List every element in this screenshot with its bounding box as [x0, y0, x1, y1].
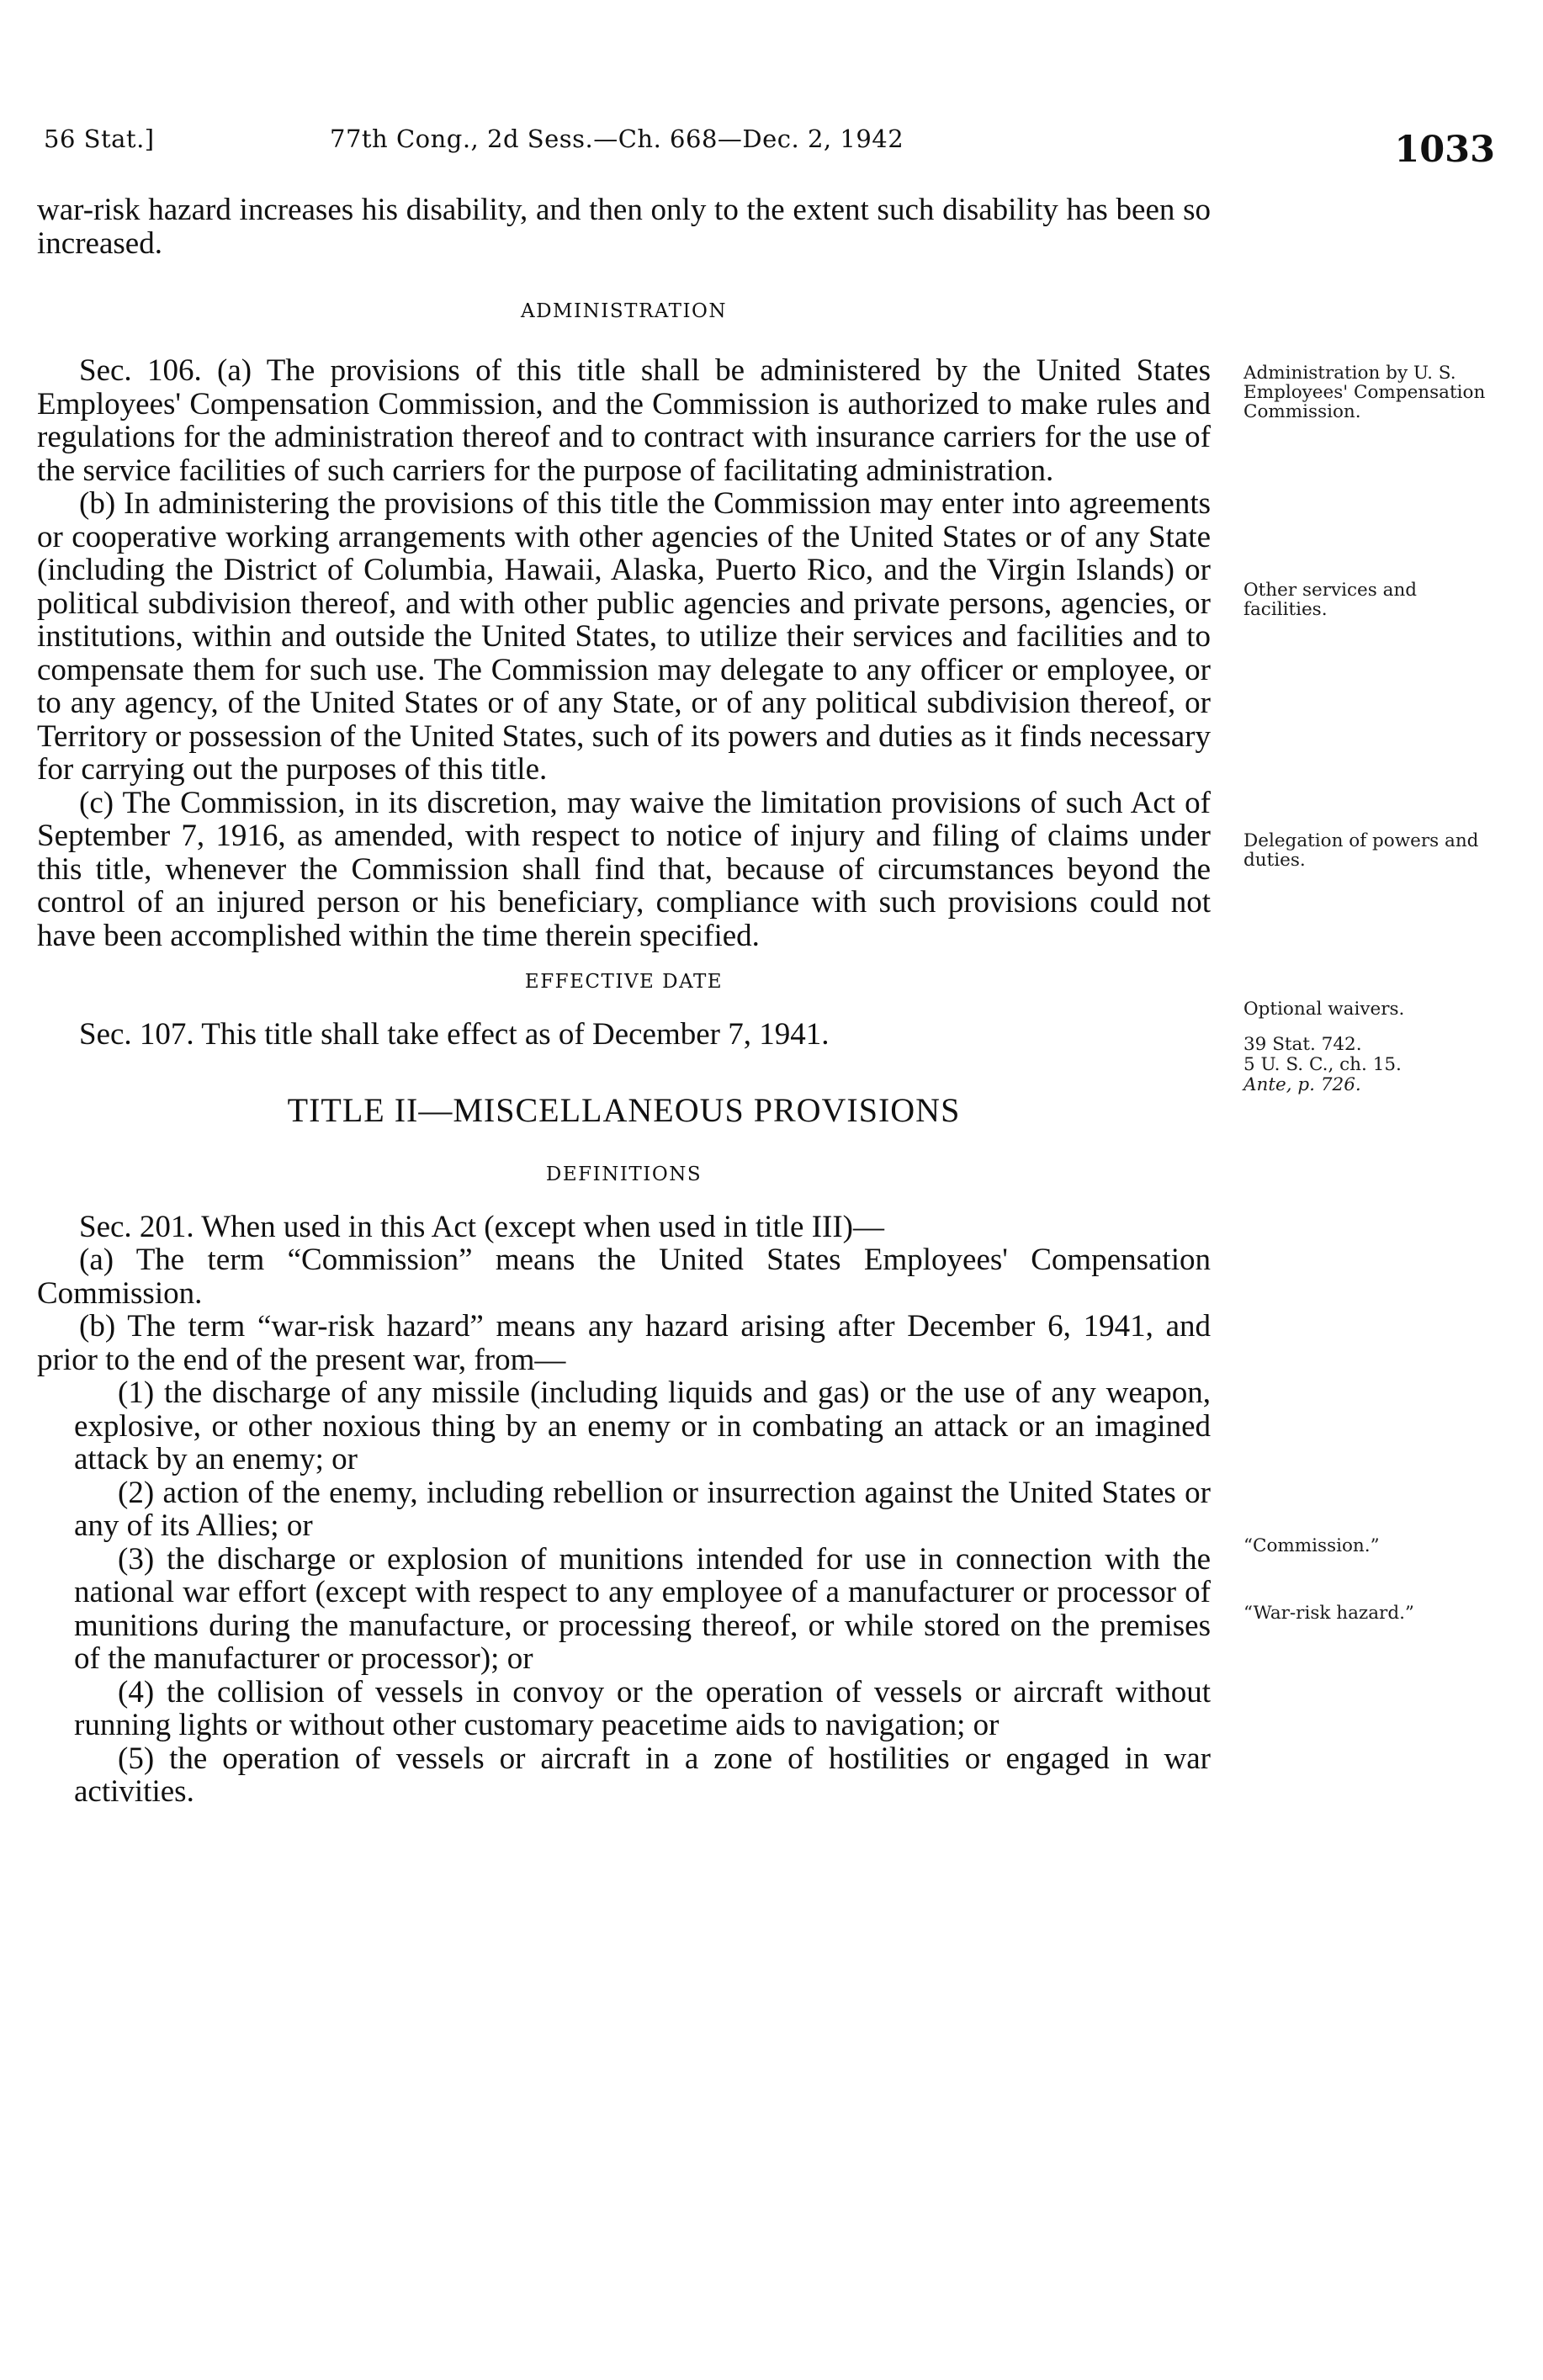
hazard-item-2: (2) action of the enemy, including rebellion or insurrection against the United States or any of its Allies; or — [74, 1475, 1211, 1543]
administration-heading: ADMINISTRATION — [520, 300, 728, 322]
hazard-item-1: (1) the discharge of any missile (including liquids and gas) or the use of any weapon, explosive, or other noxious thing by an enemy or in combating an attack or an imagined attack by an enemy; or — [74, 1376, 1211, 1476]
definition-a: (a) The term “Commission” means the United States Employees' Compensation Commission. — [37, 1243, 1211, 1311]
definitions-heading: DEFINITIONS — [545, 1163, 703, 1185]
section-107: Sec. 107. This title shall take effect as of December 7, 1941. — [79, 1017, 830, 1052]
margin-note-commission: “Commission.” — [1243, 1535, 1380, 1556]
section-106-a: Sec. 106. (a) The provisions of this title shall be administered by the United States Employees' Compensation Commission, and the Commission is authorized to make rules and regulations for the administration thereof and to contract with insurance carriers for the use of the service facilities of such carriers for the purpose of facilitating administration. — [37, 353, 1211, 488]
running-header — [44, 125, 1495, 175]
section-201: Sec. 201. When used in this Act (except when used in title III)— — [79, 1209, 884, 1244]
page-number: 1033 — [1394, 129, 1495, 171]
margin-note-delegation: Delegation of powers and duties. — [1243, 830, 1479, 871]
margin-note-administration: Administration by U. S. Employees' Compensation Commission. — [1243, 363, 1486, 422]
margin-note-war-risk: “War-risk hazard.” — [1243, 1603, 1414, 1624]
definition-b: (b) The term “war-risk hazard” means any hazard arising after December 6, 1941, and prior to the end of the present war, from— — [37, 1309, 1211, 1377]
hazard-item-5: (5) the operation of vessels or aircraft in a zone of hostilities or engaged in war activities. — [74, 1741, 1211, 1809]
hazard-item-4: (4) the collision of vessels in convoy or the operation of vessels or aircraft without running lights or without other customary peacetime aids to navigation; or — [74, 1674, 1211, 1742]
margin-note-cite-ante: Ante, p. 726. — [1243, 1074, 1361, 1095]
hazard-item-3: (3) the discharge or explosion of munitions intended for use in connection with the national war effort (except with respect to any employee of a manufacturer or processor of munitions during the manufacture, or processing thereof, or while stored on the premises of the manufacturer or processor); or — [74, 1541, 1211, 1676]
title-ii-heading: TITLE II—MISCELLANEOUS PROVISIONS — [287, 1090, 961, 1129]
effective-date-heading: EFFECTIVE DATE — [524, 971, 724, 993]
section-106-c: (c) The Commission, in its discretion, may waive the limitation provisions of such Act of September 7, 1916, as amended, with respect to notice of injury and filing of claims under this title, whenever the Commission shall find that, because of circumstances beyond the control of an injured person or his beneficiary, compliance with such provisions could not have been accomplished within the time therein specified. — [37, 785, 1211, 953]
margin-note-optional-waivers: Optional waivers. — [1243, 999, 1405, 1020]
main-text — [37, 193, 1211, 1809]
volume-citation: 56 Stat.] — [44, 125, 155, 153]
margin-note-cite-stat: 39 Stat. 742. — [1243, 1034, 1362, 1055]
continuation-paragraph: war-risk hazard increases his disability, and then only to the extent such disability has been so increased. — [37, 193, 1211, 261]
margin-note-cite-usc: 5 U. S. C., ch. 15. — [1243, 1054, 1402, 1075]
section-106-b: (b) In administering the provisions of this title the Commission may enter into agreements or cooperative working arrangements with other agencies of the United States or of any State (including the District of Columbia, Hawaii, Alaska, Puerto Rico, and the Virgin Islands) or political subdivision thereof, and with other public agencies and private persons, agencies, or institutions, within and outside the United States, to utilize their services and facilities and to compensate them for such use. The Commission may delegate to any officer or employee, or to any agency, of the United States or of any State, or of any political subdivision thereof, or Territory or possession of the United States, such of its powers and duties as it finds necessary for carrying out the purposes of this title. — [37, 486, 1211, 787]
margin-note-other-services: Other services and facilities. — [1243, 580, 1418, 620]
session-chapter-line: 77th Cong., 2d Sess.—Ch. 668—Dec. 2, 1942 — [330, 125, 904, 153]
